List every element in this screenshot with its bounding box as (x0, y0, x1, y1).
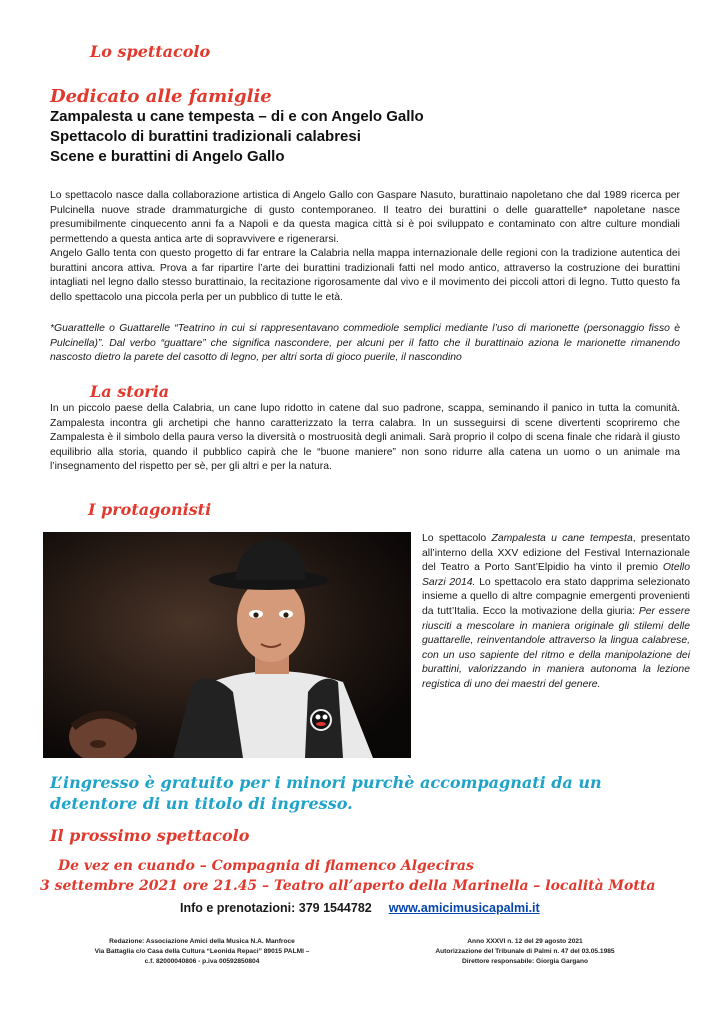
title-line-2: Spettacolo di burattini tradizionali calabresi (50, 128, 361, 145)
performer-photo-illustration (43, 532, 411, 758)
section-heading-la-storia: La storia (90, 382, 170, 401)
protagonisti-text-5: Lo spettacolo era stato dapprima selezionato insieme a quello di altre compagnie emergenti provenienti da tutt’Italia. Ecco la motivazione della giuria: (422, 576, 690, 617)
footer-left (72, 937, 332, 967)
ingresso-notice: L’ingresso è gratuito per i minori purchè accompagnati da un detentore di un titolo di ingresso. (50, 773, 602, 813)
prize-name: Otello Sarzi 2014. (422, 562, 690, 588)
intro-paragraph-2: Angelo Gallo tenta con questo progetto di far entrare la Calabria nella mappa internazionale delle regioni con la tradizione autentica dei burattini ancora attiva. Prova a far ripartire l’arte dei burattini tradizionali fatti nel modo antico, attraverso la costruzione dei burattini intagliati nel legno dallo stesso burattinaio, la recitazione rigorosamente dal vivo e il movimento dei piccoli attori di legno. Tutto questo fa dello spettacolo una piccola perla per un pubblico di tutte le età. (50, 248, 680, 303)
title-block (50, 107, 650, 167)
footer-left-line-1: Redazione: Associazione Amici della Musica N.A. Manfroce (109, 938, 295, 945)
intro-paragraph-1: Lo spettacolo nasce dalla collaborazione artistica di Angelo Gallo con Gaspare Nasuto, burattinaio napoletano che dal 1989 ricerca per Pulcinella nuove strade drammaturgiche di gusto contemporaneo. Il teatro dei burattini o delle guarattelle* napoletane nasce presumibilmente cinquecento anni fa a Napoli e da questa magica città si è poi sviluppato e contaminato con altre culture mondiali permettendo a questa antica arte di sopravvivere e rigenerarsi. (50, 190, 680, 245)
protagonisti-text-3: , presentato all’interno della XXV edizione del Festival Internazionale del Teatro a Porto Sant’Elpidio ha vinto il premio (422, 533, 690, 574)
info-label: Info e prenotazioni: 379 1544782 (180, 901, 372, 915)
footer-left-line-3: c.f. 82000040806 - p.iva 00592850804 (144, 958, 260, 965)
next-show-date-venue: 3 settembre 2021 ore 21.45 – Teatro all’aperto della Marinella – località Motta (40, 878, 656, 894)
section-heading-prossimo: Il prossimo spettacolo (50, 826, 250, 845)
title-line-1: Zampalesta u cane tempesta – di e con Angelo Gallo (50, 108, 424, 125)
storia-text: In un piccolo paese della Calabria, un cane lupo ridotto in catene dal suo padrone, scappa, seminando il panico in tutta la comunità. Zampalesta incontra gli archetipi che hanno caratterizzato la terra calabra. In un susseguirsi di scene divertenti scopriremo che Zampalesta è il simbolo della paura verso la diversità o mostruosità degli animali. Sarà proprio il colpo di scena finale che ridarà il giusto equilibrio alla storia, quando il pubblico capirà che le “buone maniere” non sono ridurre alla catena un uomo o un animale ma l’insegnamento del rispetto per sè, per gli altri e per la natura. (50, 403, 680, 472)
jury-motivation: Per essere riusciti a mescolare in maniera originale gli stilemi delle guattarelle, reinventandole attraverso la lingua calabrese, con un uso sapiente del ritmo e della manipolazione dei burattini, valorizzando in maniera autonoma la lezione registica di uno dei maestri del genere. (422, 605, 690, 690)
section-heading-lo-spettacolo: Lo spettacolo (90, 42, 211, 61)
website-link[interactable]: www.amicimusicapalmi.it (388, 901, 540, 915)
title-line-3: Scene e burattini di Angelo Gallo (50, 148, 285, 165)
performer-photo (43, 532, 411, 758)
footer-right (415, 937, 635, 967)
protagonisti-text-1: Lo spettacolo (422, 533, 492, 544)
info-line (180, 901, 540, 915)
intro-text (50, 189, 680, 305)
guarattelle-footnote: *Guarattelle o Guattarelle “Teatrino in cui si rappresentavano commediole semplici mediante l’uso di marionette (personaggio fisso è Pulcinella)”. Dal verbo “guattare” che significa nascondere, per alcuni per il fatto che il burattinaio aziona le marionette rimanendo nascosto dietro la parete del casotto di legno, per altri sorta di gioco puerile, il nascondino (50, 323, 680, 363)
next-show-title: De vez en cuando – Compagnia di flamenco Algeciras (58, 858, 474, 874)
footer-right-line-3: Direttore responsabile: Giorgia Gargano (461, 958, 589, 965)
section-heading-protagonisti: I protagonisti (88, 500, 212, 519)
footer-left-line-2: Via Battaglia c/o Casa della Cultura “Leonida Repaci” 89015 PALMI – (94, 948, 310, 955)
protagonisti-text (422, 532, 690, 693)
footer-right-line-1: Anno XXXVI n. 12 del 29 agosto 2021 (467, 938, 583, 945)
footer-right-line-2: Autorizzazione del Tribunale di Palmi n. 47 del 03.05.1985 (435, 948, 615, 955)
subtitle-dedicato: Dedicato alle famiglie (50, 86, 272, 107)
show-title-inline: Zampalesta u cane tempesta (491, 533, 633, 544)
